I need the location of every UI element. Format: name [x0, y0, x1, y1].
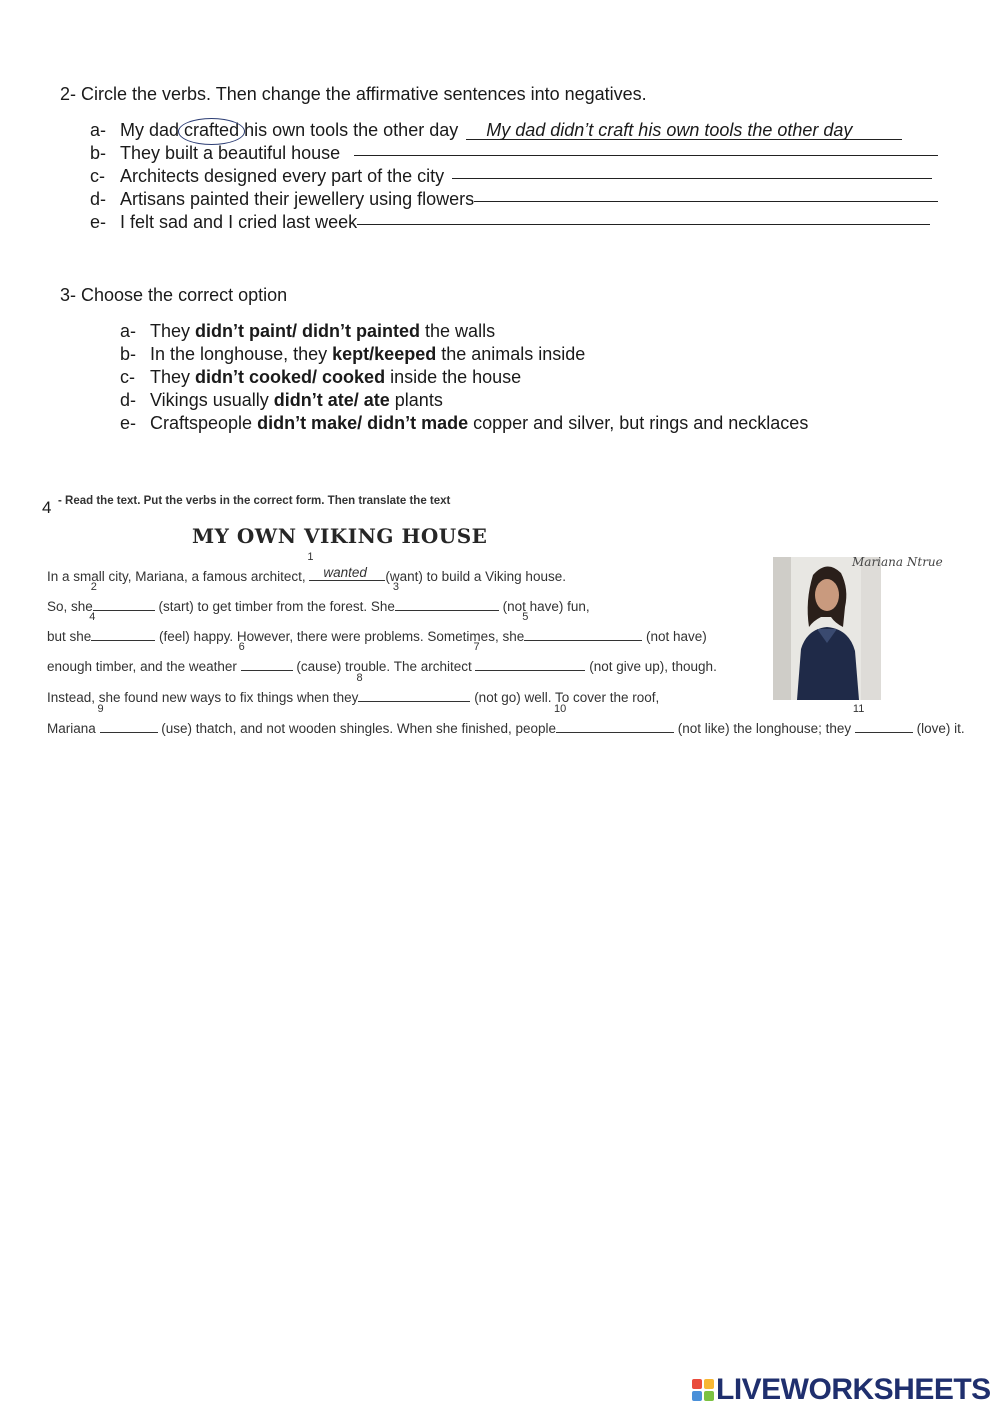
text-segment: (use) thatch, and not wooden shingles. When she finished, people — [157, 721, 557, 736]
sentence-text: Vikings usually — [150, 390, 269, 410]
text-segment: enough timber, and the weather — [47, 659, 241, 674]
person-image — [773, 557, 881, 700]
text-segment: Mariana — [47, 721, 100, 736]
circled-verb: crafted — [184, 120, 240, 140]
exercise-3-item-a — [120, 321, 495, 342]
text-segment: (not have) — [642, 629, 707, 644]
answer-field[interactable] — [354, 155, 938, 156]
portrait-photo — [773, 557, 881, 700]
text-segment: (not go) well. To cover the roof, — [470, 690, 660, 705]
blank-10[interactable] — [554, 703, 674, 733]
text-line-6 — [47, 703, 965, 736]
text-segment: (not like) the longhouse; they — [674, 721, 855, 736]
exercise-3-item-b — [120, 344, 585, 365]
text-segment: (feel) happy. However, there were problems. Sometimes, she — [155, 629, 525, 644]
text-line-1 — [47, 551, 566, 584]
blank-number: 10 — [554, 703, 567, 715]
exercise-3-heading: 3- Choose the correct option — [60, 285, 288, 305]
blank-3[interactable] — [392, 581, 499, 611]
option-choices[interactable]: didn’t cooked/ cooked — [195, 367, 386, 387]
sentence-text: inside the house — [390, 367, 522, 387]
exercise-3-item-e — [120, 413, 808, 434]
blank-8[interactable] — [356, 672, 470, 702]
option-choices[interactable]: didn’t ate/ ate — [273, 390, 390, 410]
exercise-4-instruction: - Read the text. Put the verbs in the correct form. Then translate the text — [58, 495, 451, 507]
text-line-3 — [47, 611, 707, 644]
answer-field[interactable] — [474, 201, 938, 202]
sentence-text: Architects designed every part of the city — [120, 166, 445, 186]
option-choices[interactable]: kept/keeped — [332, 344, 437, 364]
exercise-2-item-b — [90, 143, 938, 164]
blank-number: 3 — [392, 581, 399, 593]
blank-number: 5 — [522, 611, 529, 623]
sentence-text: I felt sad and I cried last week — [120, 212, 358, 232]
exercise-2-item-d — [90, 189, 938, 210]
blank-number: 9 — [97, 703, 104, 715]
blank-answer: wanted — [323, 565, 367, 580]
photo-caption: Mariana Ntrue — [852, 555, 943, 569]
item-letter: e- — [90, 212, 107, 232]
sentence-text: My dad — [120, 120, 180, 140]
text-segment: (love) it. — [912, 721, 965, 736]
answer-field[interactable] — [452, 178, 932, 179]
exercise-2-item-e — [90, 212, 930, 233]
blank-11[interactable] — [852, 703, 913, 733]
sentence-text: the walls — [425, 321, 496, 341]
option-choices[interactable]: didn’t paint/ didn’t painted — [195, 321, 421, 341]
blank-number: 7 — [473, 641, 480, 653]
item-letter: c- — [90, 166, 105, 186]
blank-7[interactable] — [473, 641, 585, 671]
text-segment: Instead, she found new ways to fix things when they — [47, 690, 359, 705]
text-line-2 — [47, 581, 590, 614]
blank-4[interactable] — [89, 611, 155, 641]
text-segment: (start) to get timber from the forest. She — [154, 599, 395, 614]
text-segment: (not give up), though. — [585, 659, 717, 674]
blank-number: 1 — [307, 551, 314, 563]
item-letter: b- — [120, 344, 137, 364]
sentence-text: Artisans painted their jewellery using flowers — [120, 189, 475, 209]
blank-number: 2 — [90, 581, 97, 593]
text-segment: So, she — [47, 599, 93, 614]
text-segment: (not have) fun, — [498, 599, 590, 614]
item-letter: d- — [90, 189, 107, 209]
text-segment: In a small city, Mariana, a famous architect, — [47, 569, 310, 584]
blank-9[interactable] — [97, 703, 158, 733]
sentence-text: Craftspeople — [150, 413, 253, 433]
blank-number: 8 — [356, 672, 363, 684]
item-letter: c- — [120, 367, 135, 387]
answer-field[interactable]: My dad didn’t craft his own tools the other day — [466, 121, 902, 140]
logo-squares-icon — [692, 1379, 714, 1401]
sentence-text: copper and silver, but rings and necklaces — [473, 413, 809, 433]
blank-number: 4 — [89, 611, 96, 623]
text-segment: (want) to build a Viking house. — [385, 569, 566, 584]
item-letter: a- — [120, 321, 137, 341]
option-choices[interactable]: didn’t make/ didn’t made — [257, 413, 469, 433]
item-letter: e- — [120, 413, 137, 433]
blank-6[interactable] — [238, 641, 293, 671]
story-title: MY OWN VIKING HOUSE — [192, 524, 488, 548]
text-segment: but she — [47, 629, 92, 644]
blank-2[interactable] — [90, 581, 155, 611]
liveworksheets-logo — [692, 1373, 991, 1407]
exercise-3-item-d — [120, 390, 443, 411]
exercise-3-item-c — [120, 367, 521, 388]
text-line-5 — [47, 672, 660, 705]
sentence-text: the animals inside — [441, 344, 586, 364]
logo-text: LIVEWORKSHEETS — [716, 1373, 991, 1406]
exercise-2-heading: 2- Circle the verbs. Then change the affirmative sentences into negatives. — [60, 84, 647, 104]
sentence-text: They built a beautiful house — [120, 143, 341, 163]
answer-field[interactable] — [357, 224, 930, 225]
blank-number: 11 — [852, 703, 865, 715]
blank-number: 6 — [238, 641, 245, 653]
item-letter: b- — [90, 143, 107, 163]
exercise-2-item-a — [90, 120, 922, 141]
blank-5[interactable] — [522, 611, 642, 641]
sentence-text: They — [150, 321, 191, 341]
sentence-text: plants — [394, 390, 443, 410]
text-line-4 — [47, 641, 717, 674]
sentence-text: In the longhouse, they — [150, 344, 328, 364]
item-letter: d- — [120, 390, 137, 410]
item-letter: a- — [90, 120, 107, 140]
text-segment: (cause) trouble. The architect — [292, 659, 476, 674]
exercise-4-number: 4 — [42, 498, 52, 517]
sentence-text: They — [150, 367, 191, 387]
exercise-2-item-c — [90, 166, 932, 187]
sentence-text: his own tools the other day — [244, 120, 459, 140]
blank-1[interactable] — [307, 551, 385, 581]
